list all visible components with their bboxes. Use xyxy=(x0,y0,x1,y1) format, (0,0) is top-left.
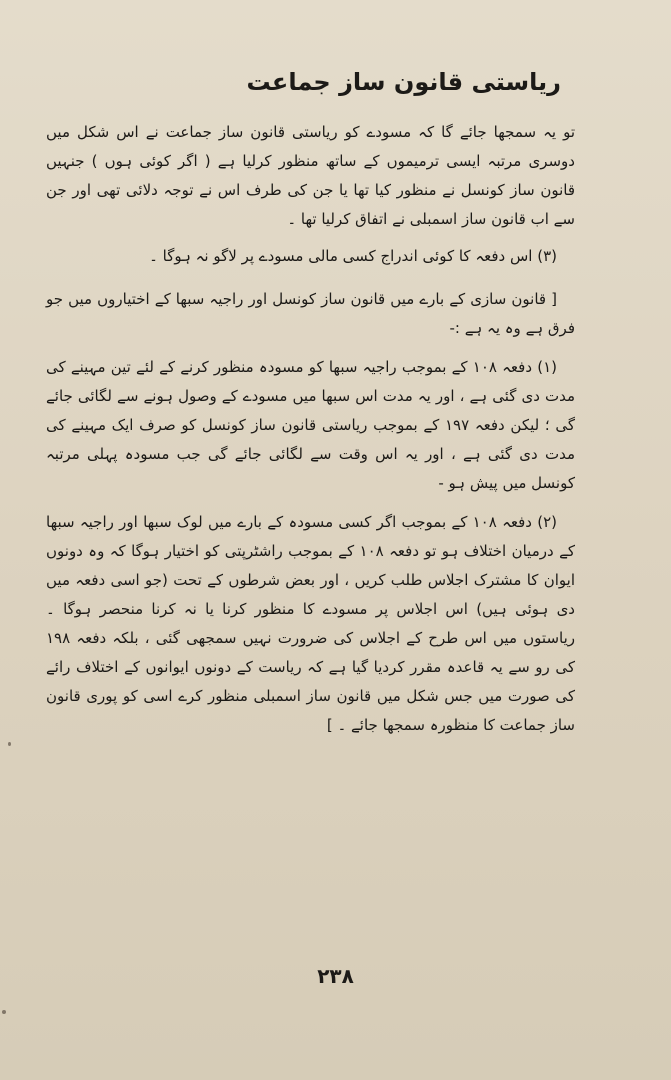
page-body xyxy=(46,118,575,750)
editorial-note xyxy=(46,285,575,740)
body-paragraph-clause-3: (۳) اس دفعہ کا کوئی اندراج کسی مالی مسودے پر لاگو نہ ہوگا ۔ xyxy=(149,247,557,265)
running-header-title: ریاستی قانون ساز جماعت xyxy=(246,68,561,96)
note-point-2: (۲) دفعہ ۱۰۸ کے بموجب اگر کسی مسودہ کے بارے میں لوک سبھا اور راجیہ سبھا کے درمیان اختلاف ہو تو دفعہ ۱۰۸ کے بموجب راشٹرپتی کو اختیار ہوگا کہ وہ دونوں ایوان کا مشترک اجلاس طلب کریں ، اور بعض شرطوں کے تحت (جو اسی دفعہ میں دی ہوئی ہیں) اس اجلاس پر مسودے کا منظور کرنا یا نہ کرنا منحصر ہوگا ۔ ریاستوں میں اس طرح کے اجلاس کی ضرورت نہیں سمجھی گئی ، بلکہ دفعہ ۱۹۸ کی رو سے یہ قاعدہ مقرر کردیا گیا ہے کہ ریاست کے دونوں ایوانوں کے اختلاف رائے کی صورت میں جس شکل میں قانون ساز اسمبلی منظور کرے اسی کو پوری قانون ساز جماعت کا منظورہ سمجھا جائے ۔ ] xyxy=(46,513,575,734)
paper-speck xyxy=(2,1010,6,1014)
body-paragraph-continuation: تو یہ سمجھا جائے گا کہ مسودے کو ریاستی قانون ساز جماعت نے اس شکل میں دوسری مرتبہ ایسی ترمیموں کے ساتھ منظور کرلیا ہے ( اگر کوئی ہوں ) جنہیں قانون ساز کونسل نے منظور کیا تھا یا جن کی طرف اس نے توجہ دلائی تھی اور جن سے اب قانون ساز اسمبلی نے اتفاق کرلیا تھا ۔ xyxy=(46,123,575,228)
note-point-1: (۱) دفعہ ۱۰۸ کے بموجب راجیہ سبھا کو مسودہ منظور کرنے کے لئے تین مہینے کی مدت دی گئی ہے ، اور یہ مدت اس سبھا میں مسودے کے وصول ہونے سے لگائی جائے گی ؛ لیکن دفعہ ۱۹۷ کے بموجب ریاستی قانون ساز کونسل کو صرف ایک مہینے کی مدت دی گئی ہے ، اور یہ اس وقت سے لگائی جائے گی جب مسودہ پہلی مرتبہ کونسل میں پیش ہو - xyxy=(46,358,575,492)
paper-speck xyxy=(8,742,11,746)
note-intro: [ قانون سازی کے بارے میں قانون ساز کونسل اور راجیہ سبھا کے اختیاروں میں جو فرق ہے وہ یہ ہے :- xyxy=(46,290,575,337)
page-number: ۲۳۸ xyxy=(317,964,354,988)
